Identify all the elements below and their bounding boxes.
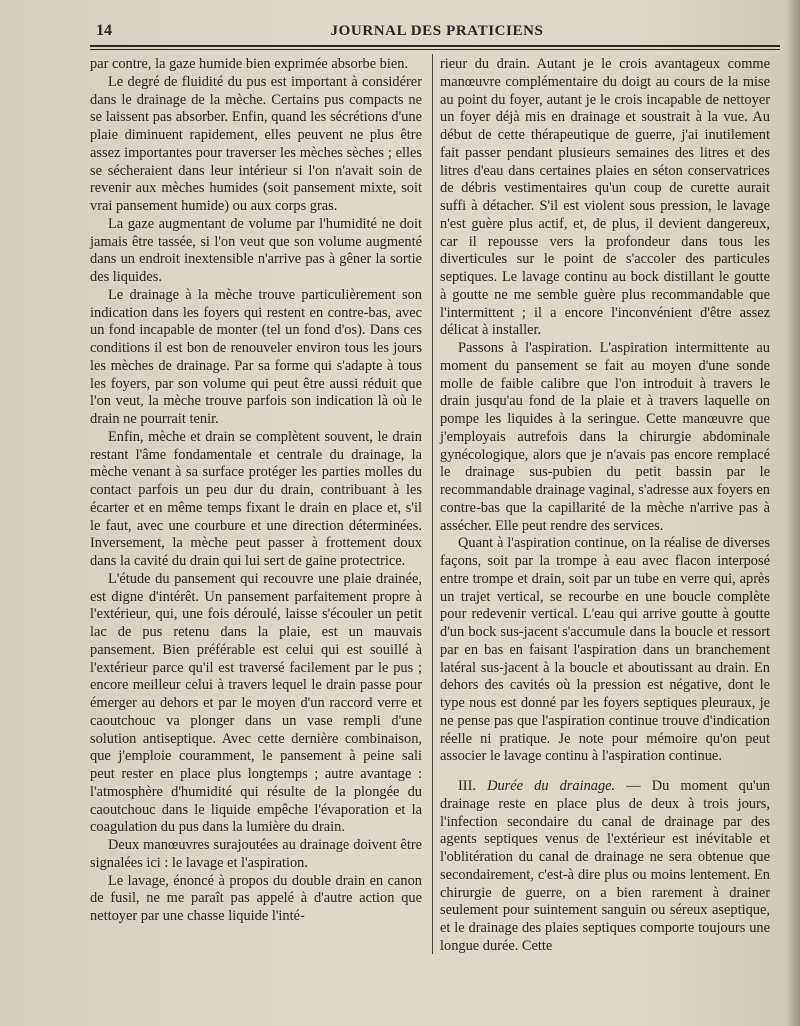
paragraph: Le degré de fluidité du pus est important à considérer dans le drainage de la mèche. Certains pus compacts ne se laissent pas absorber. Enfin, quand les sécrétions d'une plaie diminuent rapidement, elles peuvent ne plus être assez importantes pour traverser les mèches sèches ; elles se sécheraient dans leur intérieur si l'on n'avait soin de revenir aux mèches humides (soit pansement mixte, soit vrai pansement humide) ou aux corps gras. (90, 73, 422, 214)
paragraph: La gaze augmentant de volume par l'humidité ne doit jamais être tassée, si l'on veut que son volume augmenté dans un endroit inextensible n'arrive pas à gêner la sortie des liquides. (90, 215, 422, 285)
paragraph: Deux manœuvres surajoutées au drainage doivent être signalées ici : le lavage et l'aspiration. (90, 837, 422, 871)
column-divider (432, 54, 433, 954)
section-paragraph (440, 778, 770, 956)
paragraph: Passons à l'aspiration. L'aspiration intermittente au moment du pansement se fait au moyen d'une sonde molle de faible calibre que l'on introduit à travers le drain jusqu'au fond de la plaie et à travers laquelle on pompe les liquides à la seringue. Cette manœuvre que j'employais autrefois dans la chirurgie abdominale gynécologique, alors que je n'avais pas encore remplacé le drainage sus-pubien du petit bassin par le recommandable drainage vaginal, s'adresse aux foyers en contre-bas que la capillarité de la mèche n'arrive pas à assécher. Elle peut rendre des services. (440, 340, 770, 534)
page-edge-shadow (786, 0, 800, 1026)
page-number: 14 (96, 22, 112, 39)
paragraph: Le drainage à la mèche trouve particulièrement son indication dans les foyers qui restent en contre-bas, avec un fond incapable de monter (tel un fond d'os). Dans ces conditions il est bon de renouveler environ tous les jours les mèches de drainage. Par sa forme qui s'adapte à tous les foyers, par son volume qui peut être aussi réduit que l'on veut, la mèche trouve parfois son indication là où le drain ne pourrait tenir. (90, 286, 422, 427)
paragraph: Le lavage, énoncé à propos du double drain en canon de fusil, ne me paraît pas appelé à d'autre action que nettoyer par une chasse liquide l'inté- (90, 872, 422, 924)
header-rule-thick (90, 45, 780, 47)
paragraph: L'étude du pansement qui recouvre une plaie drainée, est digne d'intérêt. Un pansement parfaitement propre à l'extérieur, qui, une fois déroulé, laisse s'écouler un petit lac de pus retenu dans la plaie, est un mauvais pansement. Bien préférable est celui qui est souillé à l'extérieur parce qu'il est traversé facilement par le pus ; encore meilleur celui à travers lequel le drain passe pour émerger au dehors et par le moyen d'un raccord verre et caoutchouc va plonger dans un vase rempli d'une solution antiseptique. Avec cette dernière combinaison, que j'emploie couramment, le pansement à peine sali peut rester en place plus longtemps ; autre avantage : l'atmosphère d'humidité qui résulte de la plongée du caoutchouc dans le liquide empêche l'évaporation et la coagulation du pus dans la lumière du drain. (90, 570, 422, 836)
page-header (96, 18, 778, 44)
paragraph: Enfin, mèche et drain se complètent souvent, le drain restant l'âme fondamentale et centrale du drainage, la mèche venant à sa surface protéger les parties molles du contact parfois un peu dur du drain, contribuant à les écarter et en même temps fixant le drain en place et, s'il le faut, avec une courbure et une direction déterminées. Inversement, la mèche peut passer à frottement doux dans la cavité du drain qui lui sert de gaine protectrice. (90, 428, 422, 569)
paragraph: Quant à l'aspiration continue, on la réalise de diverses façons, soit par la trompe à eau avec flacon interposé entre trompe et drain, soit par un tube en verre qui, après un trajet vertical, se recourbe en une boucle complète pour redevenir vertical. L'eau qui arrive goutte à goutte d'un bock sus-jacent s'accumule dans la boucle et ressort par en bas en faisant l'aspiration dans un branchement latéral sus-jacent à la boucle et aboutissant au drain. En dehors des cavités où la pression est négative, dont le type nous est donné par les foyers septiques pleuraux, je ne pense pas que l'aspiration continue trouve d'indication réelle ni pratique. Je note pour mémoire qu'on peut associer le lavage continu à l'aspiration continue. (440, 535, 770, 765)
left-column (90, 56, 422, 926)
paragraph: par contre, la gaze humide bien exprimée absorbe bien. (90, 56, 409, 72)
right-column (440, 56, 770, 956)
section-text: — Du moment qu'un drainage reste en place plus de deux à trois jours, l'infection secondaire du canal de drainage par des agents septiques venus de l'extérieur est inévitable et l'oblitération du canal de drainage ne sera obtenue que secondairement, c'est-à dire plus ou moins lentement. En chirurgie de guerre, on a bien rarement à drainer seulement pour suintement sanguin ou séreux aseptique, et le drainage des plaies septiques comporte toujours une longue durée. Cette (440, 778, 771, 954)
header-rule-thin (90, 49, 780, 50)
section-number: III. (458, 778, 476, 794)
section-heading: Durée du drainage. (487, 778, 616, 794)
paragraph: rieur du drain. Autant je le crois avantageux comme manœuvre complémentaire du doigt au cours de la mise au point du foyer, autant je le crois incapable de nettoyer un foyer déjà mis en drainage et soustrait à la vue. Au début de cette thérapeutique de guerre, j'ai inutilement fait passer pendant plusieurs semaines des litres et des litres d'eau dans certaines plaies en séton conservatrices de débris vestimentaires qu'un coup de curette aurait suffi à détacher. S'il est violent sous pression, le lavage n'est guère plus actif, et, de plus, il devient dangereux, car il repousse vers la profondeur dans tous les diverticules sur le point de s'accoler des particules septiques. Le lavage continu au bock distillant le goutte à goutte ne me semble guère plus recommandable que l'intermittent ; il a encore l'inconvénient d'être assez délicat à installer. (440, 56, 770, 339)
running-title: JOURNAL DES PRATICIENS (330, 22, 544, 39)
